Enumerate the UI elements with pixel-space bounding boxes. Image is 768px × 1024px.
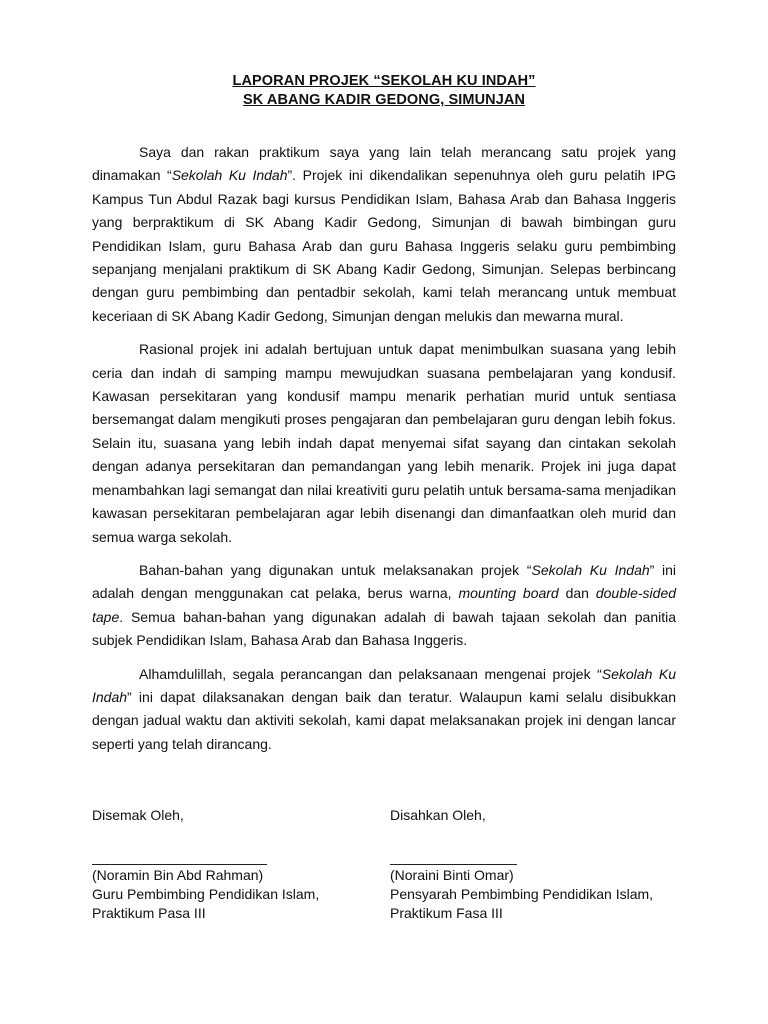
material-term: double-sided tape [92,585,677,625]
approver-phase: Praktikum Fasa III [390,905,503,921]
paragraph-rationale: Rasional projek ini adalah bertujuan untuk dapat menimbulkan suasana yang lebih ceria dan indah di samping mampu mewujudkan suasana pembelajaran yang kondusif. Kawasan persekitaran yang kondusif mampu menarik perhatian murid untuk sentiasa bersemangat dalam mengikuti proses pengajaran dan pembelajaran guru dengan lebih fokus. Selain itu, suasana yang lebih indah dapat menyemai sifat sayang dan cintakan sekolah dengan adanya persekitaran dan pemandangan yang lebih menarik. Projek ini juga dapat menambahkan lagi semangat dan nilai kreativiti guru pelatih untuk bersama-sama menjadikan kawasan persekitaran pembelajaran agar lebih disenangi dan dimanfaatkan oleh murid dan semua warga sekolah. [92,341,676,545]
project-name: Sekolah Ku Indah [531,561,650,578]
reviewer-phase: Praktikum Pasa III [92,905,206,921]
paragraph-materials: Bahan-bahan yang digunakan untuk melaksanakan projek “Sekolah Ku Indah” ini adalah dengan menggunakan cat pelaka, berus warna, mounting board dan double-sided tape. Semua bahan-bahan yang digunakan adalah di bawah tajaan sekolah dan panitia subjek Pendidikan Islam, Bahasa Arab dan Bahasa Inggeris. [92,561,677,649]
reviewer-role: Guru Pembimbing Pendidikan Islam, [92,886,320,902]
signature-line-left [92,864,267,865]
reviewer-name: (Noramin Bin Abd Rahman) [92,867,264,883]
signature-block-right [390,866,653,923]
paragraph-conclusion: Alhamdulillah, segala perancangan dan pelaksanaan mengenai projek “Sekolah Ku Indah” ini dapat dilaksanakan dengan baik dan teratur. Walaupun kami selalu disibukkan dengan jadual waktu dan aktiviti sekolah, kami dapat melaksanakan projek ini dengan lancar seperti yang telah dirancang. [92,665,676,752]
approved-by-heading: Disahkan Oleh, [390,807,486,823]
school-title: SK ABANG KADIR GEDONG, SIMUNJAN [242,92,526,108]
report-title: LAPORAN PROJEK “SEKOLAH KU INDAH” [232,73,536,89]
signature-block-left [92,866,319,923]
reviewed-by-heading: Disemak Oleh, [92,807,184,823]
signature-line-right [390,864,517,865]
report-body [92,141,676,766]
approver-name: (Noraini Binti Omar) [390,867,514,883]
paragraph-intro: Saya dan rakan praktikum saya yang lain telah merancang satu projek yang dinamakan “Sekolah Ku Indah”. Projek ini dikendalikan sepenuhnya oleh guru pelatih IPG Kampus Tun Abdul Razak bagi kursus Pendidikan Islam, Bahasa Arab dan Bahasa Inggeris yang berpraktikum di SK Abang Kadir Gedong, Simunjan di bawah bimbingan guru Pendidikan Islam, guru Bahasa Arab dan guru Bahasa Inggeris selaku guru pembimbing sepanjang menjalani praktikum di SK Abang Kadir Gedong, Simunjan. Selepas berbincang dengan guru pembimbing dan pentadbir sekolah, kami telah merancang untuk membuat keceriaan di SK Abang Kadir Gedong, Simunjan dengan melukis dan mewarna mural. [92,144,677,324]
project-name: Sekolah Ku Indah [92,665,676,705]
approver-role: Pensyarah Pembimbing Pendidikan Islam, [390,886,654,902]
project-name: Sekolah Ku Indah [171,167,288,184]
material-term: mounting board [458,585,559,602]
